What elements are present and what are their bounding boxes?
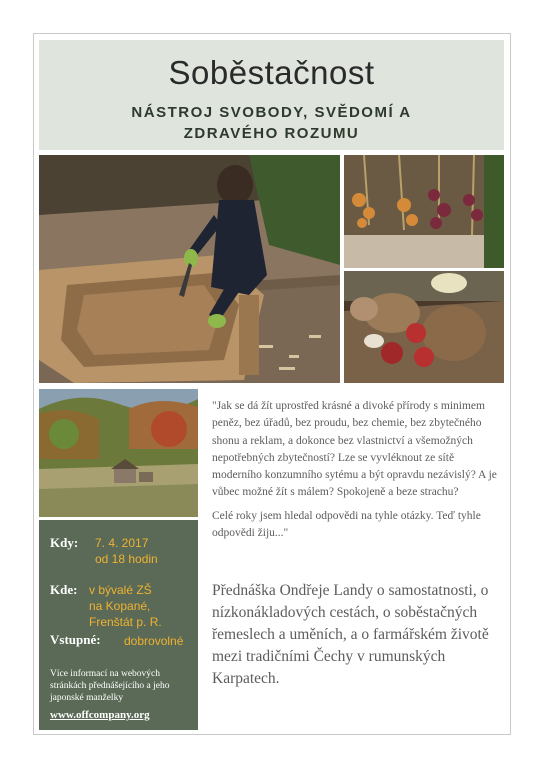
when-label: Kdy: [50,535,79,550]
website-link[interactable]: www.offcompany.org [50,709,150,721]
place-line3: Frenštát p. R. [89,615,162,629]
event-info-box [39,520,198,730]
poster-subtitle: NÁSTROJ SVOBODY, SVĚDOMÍ A ZDRAVÉHO ROZUMU [131,104,412,142]
landscape-photo [39,389,198,517]
quote-block [212,398,506,548]
event-time: od 18 hodin [95,552,158,566]
entry-label: Vstupné: [50,632,101,647]
event-date: 7. 4. 2017 [95,536,149,550]
poster-header [39,40,504,150]
quote-paragraph-2: Celé roky jsem hledal odpovědi na tyhle otázky. Teď tyhle odpovědi žiju..." [212,509,481,540]
place-line1: v bývalé ZŠ [89,583,152,597]
quote-paragraph-1: "Jak se dá žít uprostřed krásné a divoké přírody s minimem peněz, bez úřadů, bez proudu, bez chemie, bez zbytečného shonu a reklam, a dokonce bez vlastnictví a všemožných nepotřebných zbytečností? Lze se vyvléknout ze sítě moderního konzumního sytému a být opravdu nezávislý? A je vůbec možné žít s málem? Spokojeně a beze strachu? [212,400,497,499]
poster-title: Soběstačnost [168,54,375,91]
lecture-description: Přednáška Ondřeje Landy o samostatnosti, o nízkonákladových cestách, o soběstačných řemeslech a uměních, a o farmářském životě mezi tradičními Čechy v rumunských Karpatech. [212,582,489,687]
place-line2: na Kopané, [89,599,151,613]
where-label: Kde: [50,582,78,597]
onions-photo [344,155,504,268]
carving-photo [39,155,340,383]
bread-apples-photo [344,271,504,383]
more-info-note: Více informací na webových stránkách přednášejícího a jeho japonské manželky [50,669,170,703]
entry-value: dobrovolné [124,634,184,648]
